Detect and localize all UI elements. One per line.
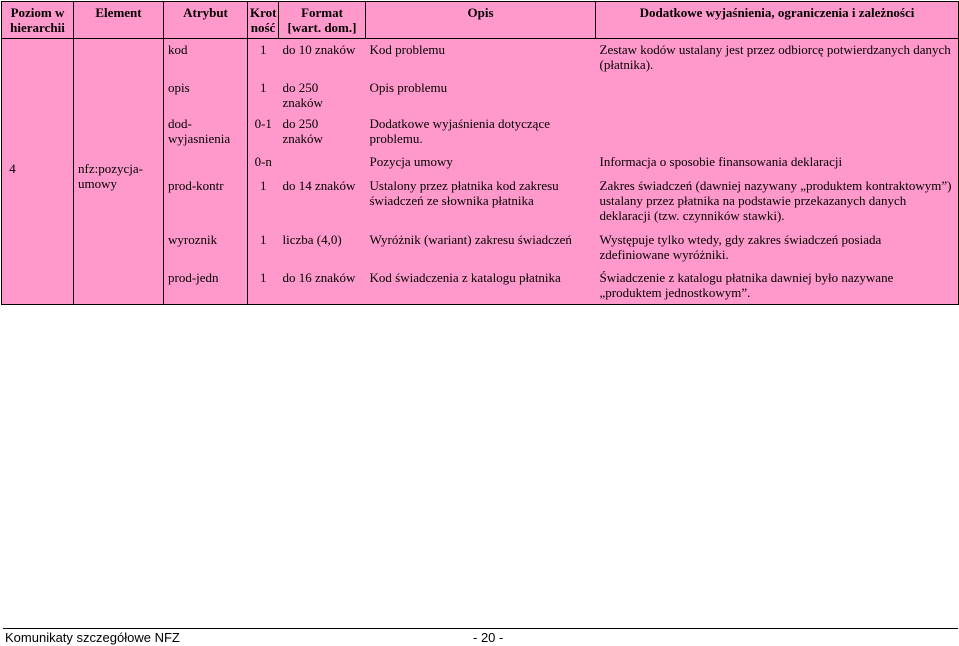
cell-attr xyxy=(164,151,248,175)
cell-mult: 0-n xyxy=(254,153,272,169)
cell-notes xyxy=(596,113,959,151)
cell-attr: opis xyxy=(164,77,248,113)
cell-mult: 1 xyxy=(260,79,267,95)
cell-mult: 1 xyxy=(260,231,267,247)
element-cell: nfz:pozycja- umowy xyxy=(74,39,164,305)
col-header-notes: Dodatkowe wyjaśnienia, ograniczenia i zależności xyxy=(596,2,959,39)
cell-desc: Kod świadczenia z katalogu płatnika xyxy=(366,267,596,305)
col-header-format: Format [wart. dom.] xyxy=(279,2,366,39)
page-number: - 20 - xyxy=(473,630,504,645)
cell-attr: dod- wyjasnienia xyxy=(164,113,248,151)
cell-desc: Wyróżnik (wariant) zakresu świadczeń xyxy=(369,231,572,247)
col-header-attribute: Atrybut xyxy=(164,2,248,39)
spec-table xyxy=(1,1,959,305)
cell-mult: 1 xyxy=(248,267,279,305)
col-header-multiplicity: Krot ność xyxy=(248,2,279,39)
cell-format: do 16 znaków xyxy=(279,267,366,305)
cell-format: do 250 znaków xyxy=(282,79,323,110)
cell-desc: Ustalony przez płatnika kod zakresu świadczeń ze słownika płatnika xyxy=(369,177,559,208)
table-body xyxy=(2,39,959,305)
page-footer xyxy=(3,628,958,645)
cell-desc: Pozycja umowy xyxy=(369,153,453,169)
cell-format: do 14 znaków xyxy=(282,177,356,193)
cell-notes: Informacja o sposobie finansowania deklaracji xyxy=(596,151,959,175)
cell-notes: Świadczenie z katalogu płatnika dawniej było nazywane „produktem jednostkowym”. xyxy=(596,267,959,305)
cell-notes: Zestaw kodów ustalany jest przez odbiorcę potwierdzanych danych (płatnika). xyxy=(596,39,959,77)
cell-mult: 0-1 xyxy=(254,115,272,131)
col-header-element: Element xyxy=(74,2,164,39)
cell-notes: Zakres świadczeń (dawniej nazywany „produktem kontraktowym”) ustalany przez płatnika na podstawie przekazanych danych deklaracji (tzw. czynników stawki). xyxy=(596,175,959,229)
footer-title: Komunikaty szczegółowe NFZ xyxy=(5,630,180,645)
cell-notes xyxy=(596,77,959,113)
cell-format: do 10 znaków xyxy=(282,42,356,57)
cell-desc: Dodatkowe wyjaśnienia dotyczące problemu. xyxy=(369,115,550,146)
cell-desc: Kod problemu xyxy=(369,42,445,57)
cell-attr: prod-kontr xyxy=(164,175,248,229)
level-cell: 4 xyxy=(2,39,74,305)
table-row xyxy=(2,39,959,77)
cell-format: do 250 znaków xyxy=(282,115,323,146)
cell-mult: 1 xyxy=(260,177,267,193)
cell-attr: wyroznik xyxy=(164,229,248,267)
cell-notes: Występuje tylko wtedy, gdy zakres świadczeń posiada zdefiniowane wyróżniki. xyxy=(596,229,959,267)
table-header xyxy=(2,2,959,39)
cell-attr: kod xyxy=(164,39,248,77)
cell-format xyxy=(279,151,366,175)
cell-desc: Opis problemu xyxy=(369,79,448,95)
cell-attr: prod-jedn xyxy=(164,267,248,305)
cell-format: liczba (4,0) xyxy=(282,231,342,247)
col-header-description: Opis xyxy=(366,2,596,39)
cell-mult: 1 xyxy=(260,42,267,57)
col-header-level: Poziom w hierarchii xyxy=(2,2,74,39)
